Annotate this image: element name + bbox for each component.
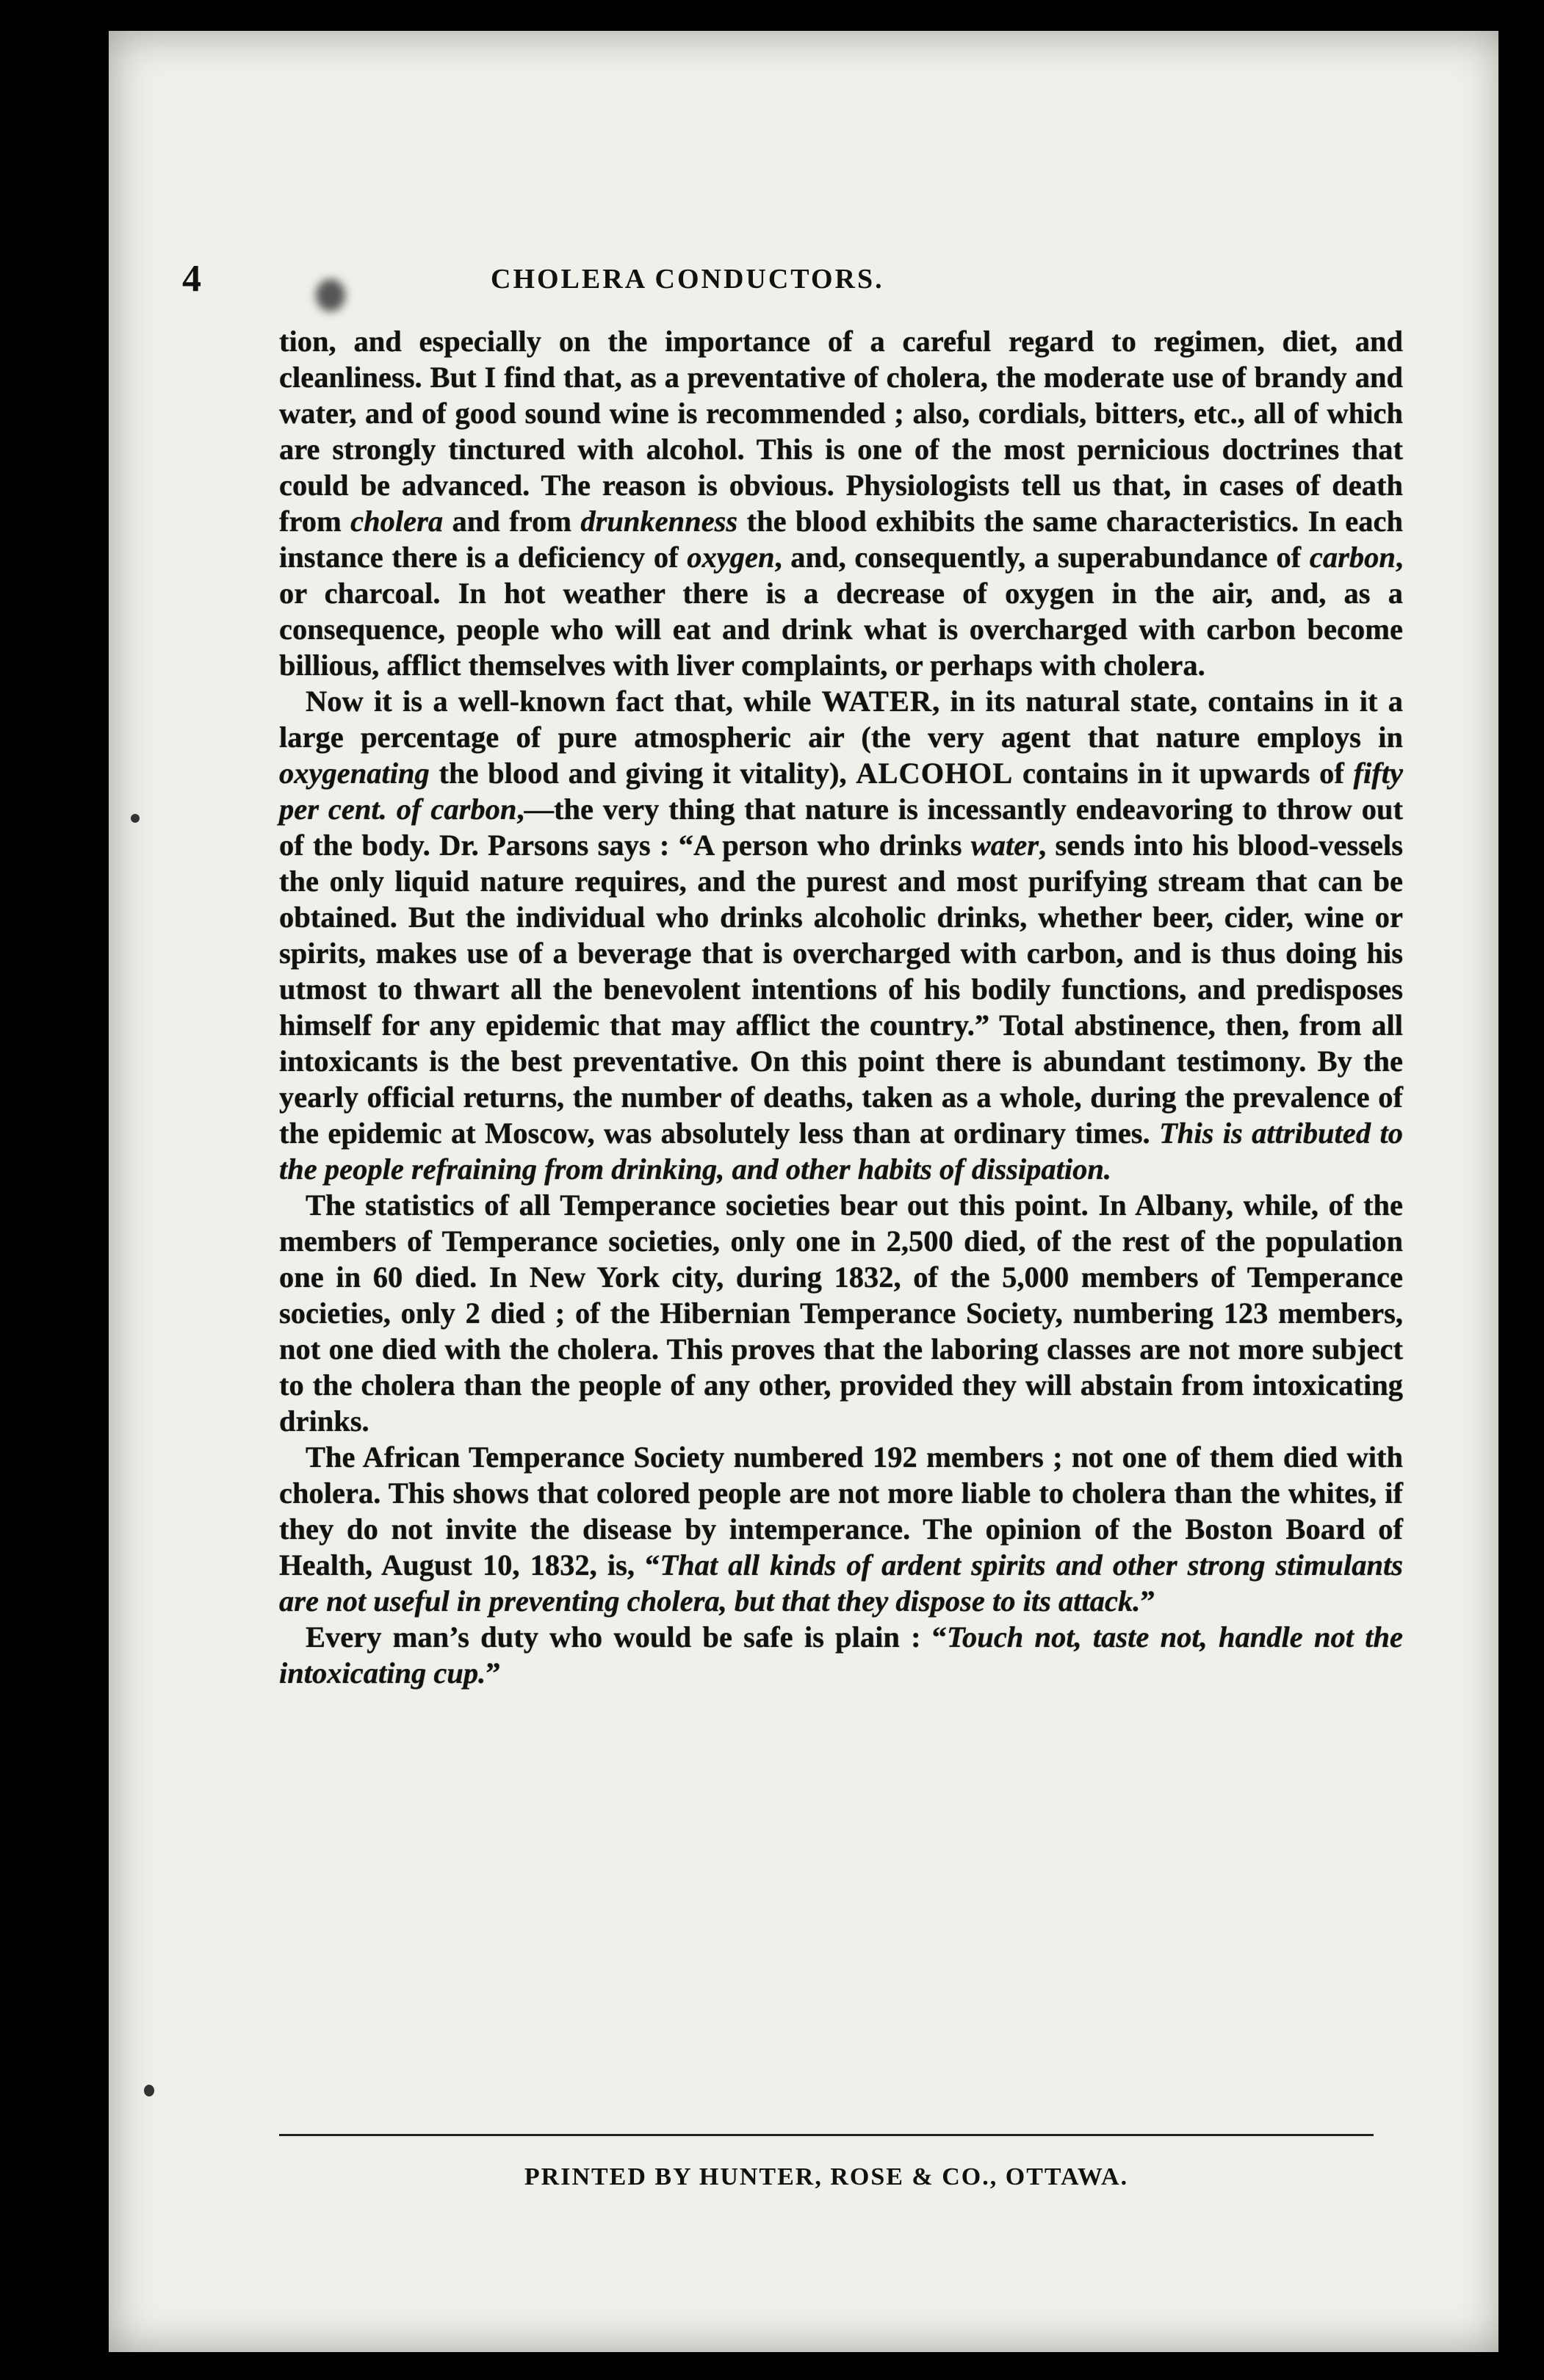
ink-blot <box>316 279 345 311</box>
text-run: ” <box>1140 1584 1155 1618</box>
body-text <box>279 323 1403 1691</box>
italic-run: drunkenness <box>580 505 738 538</box>
text-run: ,—the very thing that nature is incessantly endeavoring to throw out of the body. Dr. Parsons says : “A person who drinks <box>279 793 1404 862</box>
italic-run: This is attributed to the people refraining from drinking, and other habits of dissipation. <box>279 1117 1403 1186</box>
text-run: The African Temperance Society numbered 192 members ; not one of them died with cholera. This shows that colored people are not more liable to cholera than the whites, if they do not invite the disease by intemperance. The opinion of the Boston Board of Health, August 10, 1832, is, “ <box>279 1440 1403 1582</box>
paragraph <box>279 1187 1403 1439</box>
italic-run: water <box>970 829 1039 862</box>
text-run: , sends into his blood-vessels the only liquid nature requires, and the purest and most purifying stream that can be obtained. But the individual who drinks alcoholic drinks, whether beer, cider, wine or spirits, makes use of a beverage that is overcharged with carbon, and is thus doing his utmost to thwart all the benevolent intentions of his bodily functions, and predisposes himself for any epidemic that may afflict the country.” Total abstinence, then, from all intoxicants is the best preventative. On this point there is abundant testimony. By the yearly official returns, the number of deaths, taken as a whole, during the prevalence of the epidemic at Moscow, was absolutely less than at ordinary times. <box>279 829 1404 1150</box>
italic-run: oxygenating <box>279 757 430 790</box>
page-header <box>182 257 1401 301</box>
paragraph <box>279 683 1403 1187</box>
text-run: , or charcoal. In hot weather there is a decrease of oxygen in the air, and, as a consequence, people who will eat and drink what is overcharged with carbon become billious, afflict themselves with liver complaints, or perhaps with cholera. <box>279 541 1403 682</box>
text-run: The statistics of all Temperance societies bear out this point. In Albany, while, of the members of Temperance societies, only one in 2,500 died, of the rest of the population one in 60 died. In New York city, during 1832, of the 5,000 members of Temperance societies, only 2 died ; of the Hibernian Temperance Society, numbering 123 members, not one died with the cholera. This proves that the laboring classes are not more subject to the cholera than the people of any other, provided they will abstain from intoxicating drinks. <box>279 1189 1403 1438</box>
text-run: WATER <box>821 685 933 718</box>
text-run: the blood and giving it vitality), <box>429 757 856 790</box>
italic-run: carbon <box>1309 541 1396 574</box>
text-run: ALCOHOL <box>856 757 1014 790</box>
text-run: , and, consequently, a superabundance of <box>774 541 1310 574</box>
printer-imprint: PRINTED BY HUNTER, ROSE & CO., OTTAWA. <box>524 2163 1129 2190</box>
italic-run: Touch not, taste not, handle not the intoxicating cup. <box>279 1620 1403 1690</box>
text-run: tion, and especially on the importance of a careful regard to regimen, diet, and cleanliness. But I find that, as a preventative of cholera, the moderate use of brandy and water, and of good sound wine is recommended ; also, cordials, bitters, etc., all of which are strongly tinctured with alcohol. This is one of the most pernicious doctrines that could be advanced. The reason is obvious. Physiologists tell us that, in cases of death from <box>279 325 1403 538</box>
italic-run: fifty per cent. of carbon <box>279 757 1403 826</box>
paragraph <box>279 323 1403 683</box>
scan-border <box>1498 22 1544 2365</box>
italic-run: oxygen <box>687 541 775 574</box>
italic-run: cholera <box>350 505 444 538</box>
ink-speck <box>131 814 140 823</box>
text-run: contains in it upwards of <box>1013 757 1354 790</box>
running-head: CHOLERA CONDUCTORS. <box>491 264 884 295</box>
text-run: Every man’s duty who would be safe is plain : “ <box>306 1620 948 1654</box>
paragraph <box>279 1619 1403 1691</box>
text-run: Now it is a well-known fact that, while <box>306 685 822 718</box>
page-number: 4 <box>182 258 201 300</box>
text-run: and from <box>443 505 581 538</box>
text-run: , in its natural state, contains in it a large percentage of pure atmospheric air (the very agent that nature employs in <box>279 685 1403 754</box>
paragraph <box>279 1439 1403 1619</box>
footer-rule <box>279 2134 1374 2136</box>
text-run: ” <box>486 1656 501 1690</box>
italic-run: That all kinds of ardent spirits and other strong stimulants are not useful in preventing cholera, but that they dispose to its attack. <box>279 1548 1403 1618</box>
text-run: the blood exhibits the same characteristics. In each instance there is a deficiency of <box>279 505 1403 574</box>
ink-speck <box>144 2085 154 2096</box>
